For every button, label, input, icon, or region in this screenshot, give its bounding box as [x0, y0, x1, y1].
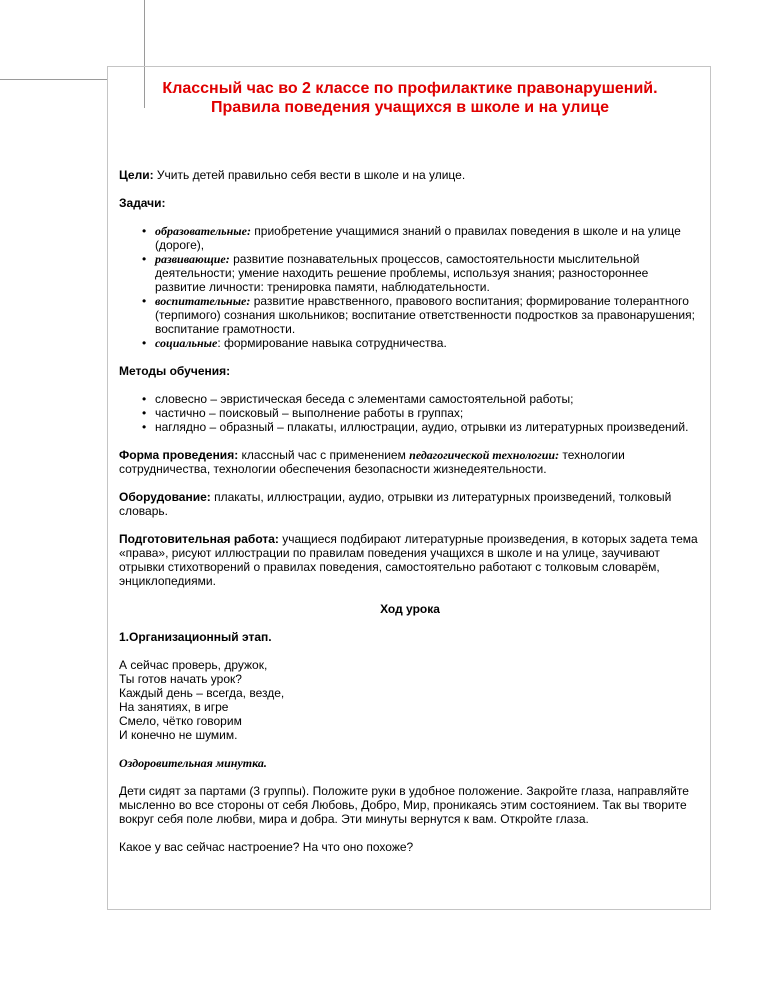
form-term: педагогической технологии: — [409, 448, 560, 462]
task-text: приобретение учащимися знаний о правилах поведения в школе и на улице (дороге), — [155, 224, 681, 252]
prep-label: Подготовительная работа: — [119, 532, 279, 546]
document-title — [119, 79, 701, 117]
title-line-1: Классный час во 2 классе по профилактике правонарушений. — [162, 80, 658, 97]
list-item — [119, 252, 701, 294]
task-term: социальные — [155, 336, 218, 350]
tasks-list — [119, 224, 701, 350]
task-text: развитие нравственного, правового воспитания; формирование толерантного (терпимого) сознания школьников; воспитание ответственности подростков за правонарушения; воспитание грамотности. — [155, 294, 695, 336]
list-item: • словесно – эвристическая беседа с элементами самостоятельной работы; — [119, 392, 701, 406]
list-item — [119, 336, 701, 350]
mood-question: Какое у вас сейчас настроение? На что оно похоже? — [119, 840, 414, 854]
list-item: • частично – поисковый – выполнение работы в группах; — [119, 406, 701, 420]
form-text-2: технологии сотрудничества, технологии обеспечения безопасности жизнедеятельности. — [119, 448, 625, 476]
list-item — [119, 224, 701, 252]
task-term: образовательные: — [155, 224, 251, 238]
task-term: развивающие: — [155, 252, 230, 266]
goals-paragraph — [119, 168, 701, 182]
exercise-paragraph: Дети сидят за партами (3 группы). Положите руки в удобное положение. Закройте глаза, направляйте мысленно во все стороны от себя Любовь, Добро, Мир, проникаясь этим состоянием. Так вы творите вокруг себя поле любви, мира и добра. Эти минуты вернутся к вам. Откройте глаза. — [119, 784, 689, 826]
form-text-1: классный час с применением — [238, 448, 410, 462]
poem — [119, 658, 701, 742]
poem-line: И конечно не шумим. — [119, 728, 238, 742]
poem-line: Ты готов начать урок? — [119, 672, 242, 686]
goals-label: Цели: — [119, 168, 154, 182]
lesson-heading: Ход урока — [380, 602, 440, 616]
health-minute-heading: Оздоровительная минутка. — [119, 756, 267, 770]
poem-line: Смело, чётко говорим — [119, 714, 242, 728]
document-body — [119, 79, 701, 854]
prep-text: учащиеся подбирают литературные произведения, в которых задета тема «права», рисуют иллюстрации по правилам поведения учащихся в школе и на улице, заучивают отрывки стихотворений о правилах поведения, самостоятельно работают с толковым словарём, энциклопедиями. — [119, 532, 698, 588]
methods-list — [119, 392, 701, 434]
equipment-text: плакаты, иллюстрации, аудио, отрывки из литературных произведений, толковый словарь. — [119, 490, 672, 518]
title-line-2: Правила поведения учащихся в школе и на улице — [210, 99, 610, 116]
goals-text: Учить детей правильно себя вести в школе и на улице. — [153, 168, 466, 182]
methods-heading: Методы обучения: — [119, 364, 231, 378]
form-paragraph — [119, 448, 701, 476]
equipment-paragraph — [119, 490, 701, 518]
crop-mark-horizontal — [0, 79, 108, 80]
poem-line: Каждый день – всегда, везде, — [119, 686, 285, 700]
task-text: развитие познавательных процессов, самостоятельности мыслительной деятельности; умение находить решение проблемы, используя знания; разностороннее развитие личности: тренировка памяти, наблюдательности. — [155, 252, 649, 294]
poem-line: На занятиях, в игре — [119, 700, 229, 714]
task-term: воспитательные: — [155, 294, 251, 308]
form-label: Форма проведения: — [119, 448, 239, 462]
list-item — [119, 294, 701, 336]
stage-1-heading: 1.Организационный этап. — [119, 630, 272, 644]
poem-line: А сейчас проверь, дружок, — [119, 658, 268, 672]
equipment-label: Оборудование: — [119, 490, 211, 504]
prep-paragraph — [119, 532, 701, 588]
task-text: : формирование навыка сотрудничества. — [217, 336, 447, 350]
tasks-heading: Задачи: — [119, 196, 166, 210]
list-item: • наглядно – образный – плакаты, иллюстрации, аудио, отрывки из литературных произведений. — [119, 420, 701, 434]
